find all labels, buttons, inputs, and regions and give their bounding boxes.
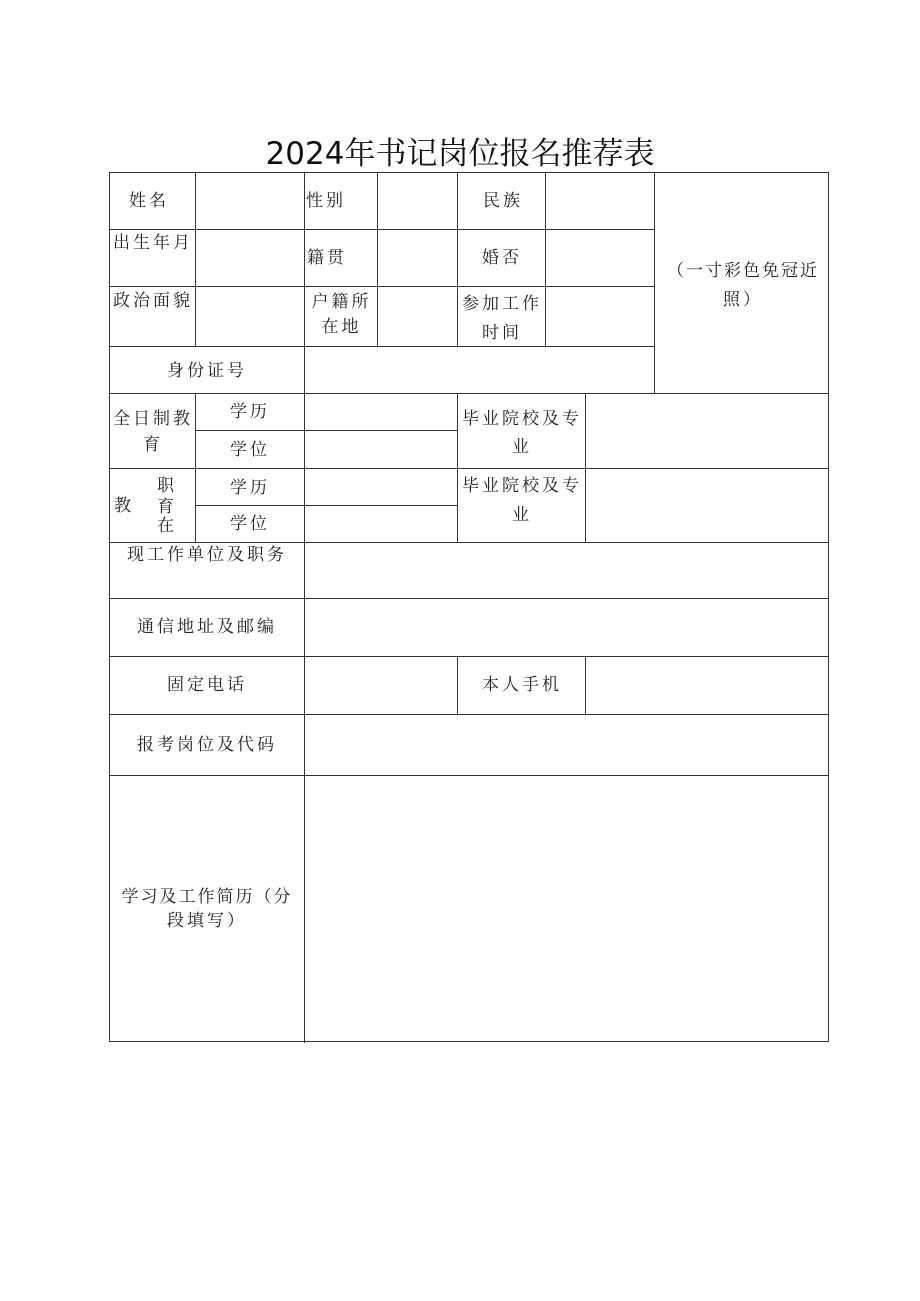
name-field[interactable]: [196, 173, 304, 229]
registration-form-table: [109, 172, 829, 1042]
fulltime-degree-label: 学位: [230, 440, 270, 460]
resume-field[interactable]: [305, 776, 828, 1041]
address-field[interactable]: [305, 599, 828, 656]
fulltime-school-field[interactable]: [586, 394, 828, 468]
inservice-degree-edu-field[interactable]: [305, 469, 457, 505]
phone-field[interactable]: [305, 657, 457, 714]
inservice-education-label-char: 教: [114, 496, 134, 516]
position-label: 报考岗位及代码: [137, 735, 277, 755]
current-job-label: 现工作单位及职务: [127, 545, 287, 565]
page-title: 2024年书记岗位报名推荐表: [265, 136, 655, 172]
mobile-label: 本人手机: [482, 675, 562, 695]
inservice-degree-field[interactable]: [305, 506, 457, 542]
fulltime-education-label-line1: 全日制教: [113, 409, 193, 429]
native-place-field[interactable]: [378, 230, 457, 286]
fulltime-degree-edu-label: 学历: [230, 402, 270, 422]
marital-label: 婚否: [482, 248, 522, 268]
inservice-degree-label: 学位: [230, 514, 270, 534]
resume-label-line1: 学习及工作简历（分: [121, 887, 293, 907]
resume-label-line2: 段填写）: [167, 911, 247, 931]
inservice-education-label-char: 职: [157, 476, 177, 496]
work-start-field[interactable]: [546, 287, 654, 346]
inservice-school-major-label-line1: 毕业院校及专: [462, 476, 582, 496]
current-job-field[interactable]: [305, 543, 828, 598]
household-field[interactable]: [378, 287, 457, 346]
birth-field[interactable]: [196, 230, 304, 286]
address-label: 通信地址及邮编: [137, 617, 277, 637]
gender-label: 性别: [306, 191, 346, 211]
mobile-field[interactable]: [586, 657, 828, 714]
birth-label: 出生年月: [113, 233, 193, 253]
gender-field[interactable]: [378, 173, 457, 229]
photo-instruction-line1: （一寸彩色免冠近: [667, 261, 819, 281]
inservice-degree-edu-label: 学历: [230, 478, 270, 498]
name-label: 姓名: [129, 191, 169, 211]
photo-instruction-line2: 照）: [723, 290, 763, 310]
work-start-label-line2: 时间: [482, 323, 522, 343]
ethnicity-field[interactable]: [546, 173, 654, 229]
inservice-education-label-char: 育: [157, 497, 177, 517]
inservice-school-field[interactable]: [586, 469, 828, 542]
position-field[interactable]: [305, 715, 828, 775]
household-label-line1: 户籍所: [311, 292, 372, 312]
fulltime-degree-edu-field[interactable]: [305, 394, 457, 430]
fulltime-degree-field[interactable]: [305, 431, 457, 468]
id-number-label: 身份证号: [167, 361, 247, 381]
political-status-field[interactable]: [196, 287, 304, 346]
household-label-line2: 在地: [321, 317, 362, 337]
ethnicity-label: 民族: [483, 191, 523, 211]
fulltime-school-major-label-line2: 业: [512, 437, 532, 457]
inservice-school-major-label-line2: 业: [512, 505, 532, 525]
fulltime-education-label-line2: 育: [143, 435, 163, 455]
table-border-bottom: [109, 1041, 829, 1042]
marital-field[interactable]: [546, 230, 654, 286]
native-place-label: 籍贯: [307, 248, 347, 268]
fulltime-school-major-label-line1: 毕业院校及专: [462, 409, 582, 429]
id-number-field[interactable]: [305, 347, 654, 393]
inservice-education-label-char: 在: [157, 516, 177, 536]
political-status-label: 政治面貌: [113, 291, 193, 311]
work-start-label-line1: 参加工作: [462, 294, 542, 314]
phone-label: 固定电话: [167, 675, 247, 695]
